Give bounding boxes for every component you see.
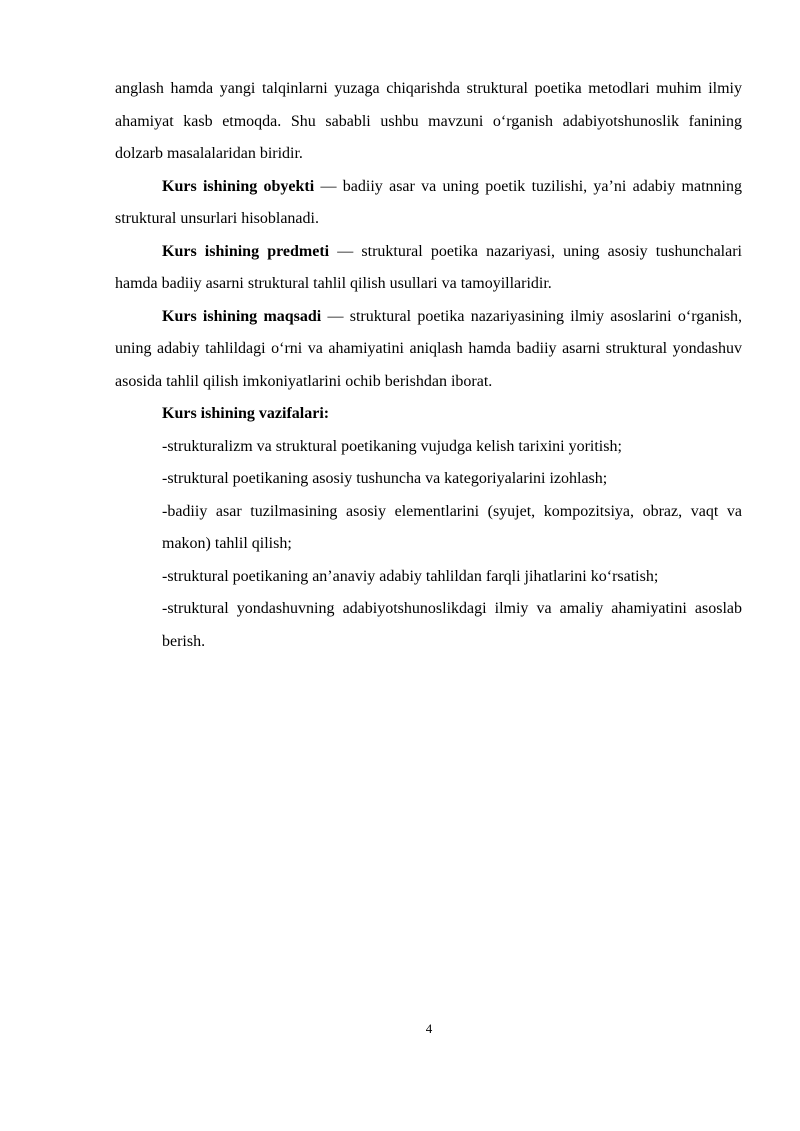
tasks-list: [115, 431, 742, 659]
subject-label: Kurs ishining predmeti: [162, 242, 330, 260]
goal-paragraph: [115, 301, 742, 399]
subject-text: — struktural poetika nazariyasi, uning asosiy tushunchalari hamda badiiy asarni struktural tahlil qilish usullari va tamoyillaridir.: [115, 242, 743, 292]
list-item: -badiiy asar tuzilmasining asosiy elementlarini (syujet, kompozitsiya, obraz, vaqt va makon) tahlil qilish;: [162, 502, 742, 552]
document-body: [115, 73, 742, 658]
goal-text: — struktural poetika nazariyasining ilmiy asoslarini o‘rganish, uning adabiy tahlildagi o‘rni va ahamiyatini aniqlash hamda badiiy asarni struktural yondashuv asosida tahlil qilish imkoniyatlarini ochib berishdan iborat.: [115, 307, 743, 390]
object-label: Kurs ishining obyekti: [162, 177, 315, 195]
tasks-heading-paragraph: [115, 398, 742, 431]
list-item: -strukturalizm va struktural poetikaning vujudga kelish tarixini yoritish;: [162, 437, 622, 455]
object-paragraph: [115, 171, 742, 236]
tasks-label: Kurs ishining vazifalari:: [162, 405, 330, 422]
page-number: 4: [425, 1021, 433, 1036]
list-item: -struktural poetikaning asosiy tushuncha va kategoriyalarini izohlash;: [162, 470, 608, 487]
intro-paragraph: anglash hamda yangi talqinlarni yuzaga chiqarishda struktural poetika metodlari muhim ilmiy ahamiyat kasb etmoqda. Shu sababli ushbu mavzuni o‘rganish adabiyotshunoslik fanining dolzarb masalalaridan biridir.: [115, 80, 742, 162]
list-item: -struktural poetikaning an’anaviy adabiy tahlildan farqli jihatlarini ko‘rsatish;: [162, 567, 659, 585]
list-item: -struktural yondashuvning adabiyotshunoslikdagi ilmiy va amaliy ahamiyatini asoslab berish.: [162, 600, 742, 650]
subject-paragraph: [115, 236, 742, 301]
object-text: — badiiy asar va uning poetik tuzilishi, ya’ni adabiy matnning struktural unsurlari hisoblanadi.: [115, 177, 742, 227]
goal-label: Kurs ishining maqsadi: [162, 307, 322, 325]
